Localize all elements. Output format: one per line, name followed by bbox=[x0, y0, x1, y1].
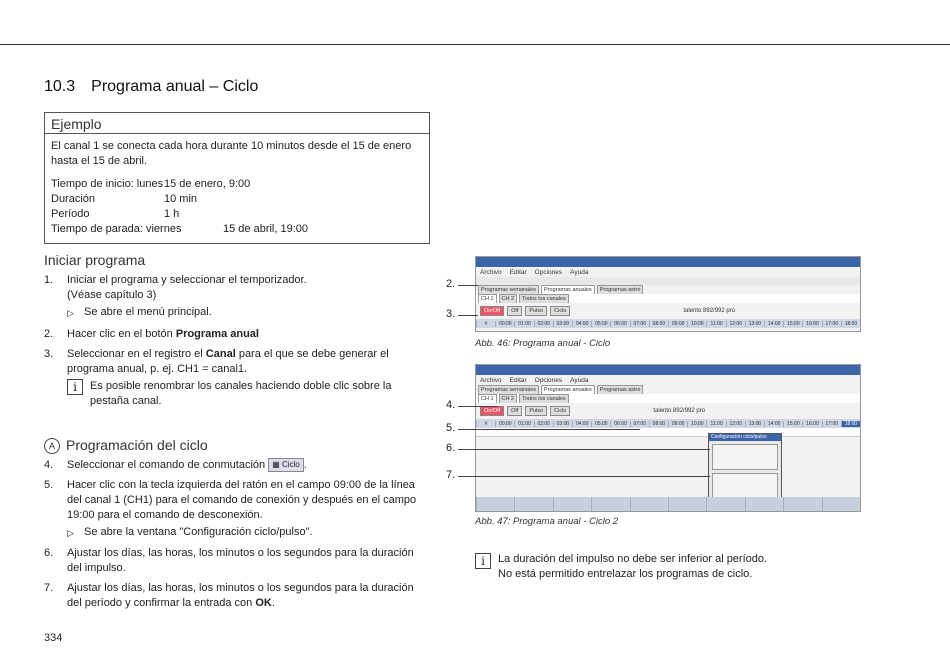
figure-47-caption: Abb. 47: Programa anual - Ciclo 2 bbox=[475, 516, 619, 527]
hour-header-cell[interactable]: 11:00 bbox=[706, 321, 725, 327]
hour-header-cell[interactable]: 04:00 bbox=[572, 421, 591, 427]
cycle-config-dialog: Configuración ciclo/pulso bbox=[708, 433, 782, 512]
step-5: 5. Hacer clic con la tecla izquierda del ratón en el campo 09:00 de la línea del canal 1 (CH1) para el comando de conexión y después en el campo 19:00 para el comando de desconexión. ▷ Se abre la ventana "Configuración ciclo/pulso". bbox=[44, 478, 430, 541]
step-3: 3. Seleccionar en el registro el Canal para el que se debe generar el programa anual, p. ej. CH1 = canal1. i Es posible renombrar los canales haciendo doble clic sobre la pestaña canal. bbox=[44, 348, 392, 407]
example-box bbox=[44, 112, 430, 244]
hour-header-cell[interactable]: 02:00 bbox=[534, 321, 553, 327]
result-arrow-icon: ▷ bbox=[67, 308, 74, 318]
hour-header-cell[interactable]: 17:00 bbox=[822, 321, 841, 327]
hour-header-cell[interactable]: 17:00 bbox=[822, 421, 841, 427]
callout-5: 5. bbox=[446, 422, 456, 434]
hour-header-cell[interactable]: 03:00 bbox=[553, 421, 572, 427]
command-buttons: On/Off Off Pulso Ciclo talento 892/992 pro bbox=[476, 303, 860, 319]
example-title: Ejemplo bbox=[45, 113, 429, 134]
start-steps bbox=[44, 273, 430, 414]
hour-header-cell[interactable]: 13:00 bbox=[745, 421, 764, 427]
step-7: 7. Ajustar los días, las horas, los minutos o los segundos para la duración del período y confirmar la entrada con OK. bbox=[44, 582, 414, 609]
example-rows bbox=[51, 177, 423, 237]
example-row: Tiempo de parada: viernes 15 de abril, 19:00 bbox=[51, 223, 309, 235]
figure-47-screenshot bbox=[475, 364, 861, 512]
step-1: 1. Iniciar el programa y seleccionar el temporizador. (Véase capítulo 3) ▷ Se abre el menú principal. bbox=[44, 273, 430, 321]
example-row: Tiempo de inicio: lunes 15 de enero, 9:00 bbox=[51, 178, 251, 190]
hour-header-cell[interactable]: 05:00 bbox=[591, 421, 610, 427]
hour-header-cell[interactable]: 13:00 bbox=[745, 321, 764, 327]
hour-header-cell[interactable]: 06:00 bbox=[610, 421, 629, 427]
hour-header-cell[interactable]: 16:00 bbox=[802, 421, 821, 427]
hour-header-cell[interactable]: 15:00 bbox=[783, 421, 802, 427]
hour-header-cell: # bbox=[476, 421, 495, 427]
hour-header-cell[interactable]: 00:00 bbox=[495, 421, 514, 427]
figure-46-caption: Abb. 46: Programa anual - Ciclo bbox=[475, 338, 611, 349]
menu-bar: Archivo Editar Opciones Ayuda bbox=[480, 268, 589, 276]
step-6: 6. Ajustar los días, las horas, los minutos o los segundos para la duración del impulso. bbox=[44, 547, 414, 574]
hour-header-cell[interactable]: 12:00 bbox=[726, 421, 745, 427]
channel-tabs: CH 1 CH 2 Todos los canales bbox=[476, 294, 860, 303]
pulse-duration-section bbox=[712, 444, 778, 470]
hour-header-cell[interactable]: 11:00 bbox=[706, 421, 725, 427]
example-row: Período 1 h bbox=[51, 208, 180, 220]
hour-header bbox=[476, 419, 860, 428]
result-arrow-icon: ▷ bbox=[67, 528, 74, 538]
figure-46-screenshot bbox=[475, 256, 861, 332]
hour-header-cell[interactable]: 01:00 bbox=[514, 321, 533, 327]
callout-3: 3. bbox=[446, 308, 456, 320]
section-title: 10.3 Programa anual – Ciclo bbox=[44, 78, 259, 95]
hour-header bbox=[476, 319, 860, 328]
hour-header-cell[interactable]: 02:00 bbox=[534, 421, 553, 427]
hour-header-cell[interactable]: 06:00 bbox=[610, 321, 629, 327]
window-titlebar bbox=[476, 365, 860, 375]
hour-header-cell[interactable]: 09:00 bbox=[668, 321, 687, 327]
cycle-heading: A Programación del ciclo bbox=[44, 437, 208, 454]
start-heading: Iniciar programa bbox=[44, 252, 146, 268]
header-rule bbox=[0, 44, 950, 45]
hour-header-cell[interactable]: 07:00 bbox=[630, 421, 649, 427]
info-icon: i bbox=[475, 553, 491, 569]
command-buttons: On/Off Off Pulso Ciclo talento 892/992 pro bbox=[476, 403, 860, 419]
step-2: 2. Hacer clic en el botón Programa anual bbox=[44, 328, 259, 340]
callout-4: 4. bbox=[446, 399, 456, 411]
period-section bbox=[712, 473, 778, 499]
hour-header-cell[interactable]: 16:00 bbox=[802, 321, 821, 327]
callout-7: 7. bbox=[446, 469, 456, 481]
step-4: 4. Seleccionar el comando de conmutación ▦ Ciclo . bbox=[44, 459, 307, 471]
hour-header-cell[interactable]: 09:00 bbox=[668, 421, 687, 427]
hour-header-cell[interactable]: 00:00 bbox=[495, 321, 514, 327]
ciclo-button-image: ▦ Ciclo bbox=[268, 458, 304, 472]
window-titlebar bbox=[476, 257, 860, 267]
page-number: 334 bbox=[44, 632, 63, 644]
channel-tabs: CH 1 CH 2 Todos los canales bbox=[476, 394, 860, 403]
hour-header-cell[interactable]: 14:00 bbox=[764, 321, 783, 327]
cycle-steps bbox=[44, 458, 430, 616]
toolbar bbox=[476, 277, 860, 285]
hour-header-cell[interactable]: 12:00 bbox=[726, 321, 745, 327]
info-icon: i bbox=[67, 379, 83, 395]
program-tabs: Programas semanales Programas anuales Programas astro bbox=[476, 285, 860, 294]
hour-header-cell[interactable]: 14:00 bbox=[764, 421, 783, 427]
info-note: i La duración del impulso no debe ser inferior al período. No está permitido entrelazar los programas de ciclo. bbox=[475, 552, 767, 582]
hour-header-cell[interactable]: 10:00 bbox=[687, 421, 706, 427]
example-row: Duración 10 min bbox=[51, 193, 198, 205]
hour-header-cell[interactable]: 18:00 bbox=[841, 321, 860, 327]
hour-header-cell[interactable]: 15:00 bbox=[783, 321, 802, 327]
hour-header-cell: # bbox=[476, 321, 495, 327]
callout-6: 6. bbox=[446, 442, 456, 454]
program-tabs: Programas semanales Programas anuales Programas astro bbox=[476, 385, 860, 394]
hour-header-cell[interactable]: 05:00 bbox=[591, 321, 610, 327]
menu-bar: Archivo Editar Opciones Ayuda bbox=[480, 376, 589, 384]
hour-header-cell[interactable]: 18:00 bbox=[841, 421, 860, 427]
hour-header-cell[interactable]: 01:00 bbox=[514, 421, 533, 427]
hour-header-cell[interactable]: 10:00 bbox=[687, 321, 706, 327]
hour-header-cell[interactable]: 03:00 bbox=[553, 321, 572, 327]
example-description: El canal 1 se conecta cada hora durante 10 minutos desde el 15 de enero hasta el 15 de abril. bbox=[51, 140, 412, 167]
hour-header-cell[interactable]: 08:00 bbox=[649, 421, 668, 427]
hour-header-cell[interactable]: 04:00 bbox=[572, 321, 591, 327]
hour-header-cell[interactable]: 07:00 bbox=[630, 321, 649, 327]
marker-a-icon: A bbox=[44, 438, 60, 454]
program-table-header bbox=[476, 497, 860, 511]
callout-2: 2. bbox=[446, 278, 456, 290]
hour-header-cell[interactable]: 08:00 bbox=[649, 321, 668, 327]
